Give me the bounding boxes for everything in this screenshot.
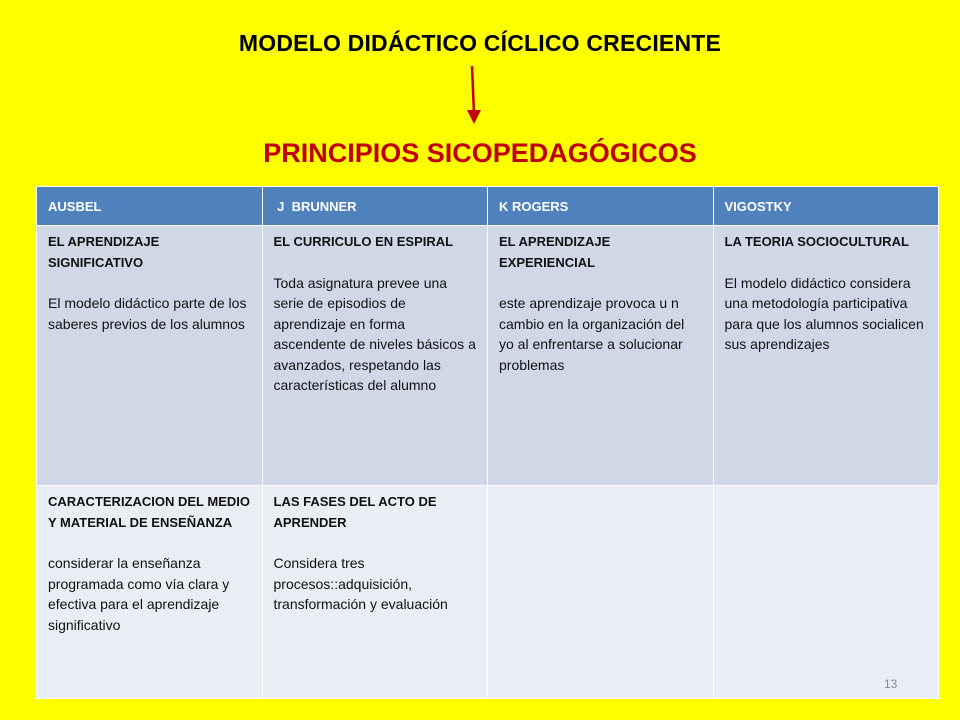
cell-body: El modelo didáctico considera una metodología participativa para que los alumnos socialicen sus aprendizajes <box>724 274 924 352</box>
header-rogers: K ROGERS <box>488 187 714 226</box>
table-cell <box>262 486 488 699</box>
cell-heading: LA TEORIA SOCIOCULTURAL <box>724 234 909 249</box>
header-vigostky: VIGOSTKY <box>713 187 939 226</box>
cell-heading: EL APRENDIZAJE SIGNIFICATIVO <box>48 234 160 270</box>
cell-heading: LAS FASES DEL ACTO DE APRENDER <box>273 494 437 530</box>
page-number: 13 <box>884 677 898 691</box>
slide-subtitle: PRINCIPIOS SICOPEDAGÓGICOS <box>263 138 697 168</box>
table-cell <box>37 226 263 486</box>
table-cell <box>262 226 488 486</box>
slide-title: MODELO DIDÁCTICO CÍCLICO CRECIENTE <box>238 30 722 56</box>
table-cell <box>488 226 714 486</box>
principles-table <box>36 186 939 699</box>
table-row <box>37 226 939 486</box>
header-ausbel: AUSBEL <box>37 187 263 226</box>
cell-heading: EL CURRICULO EN ESPIRAL <box>273 234 454 249</box>
cell-body: Considera tres procesos::adquisición, transformación y evaluación <box>273 555 448 612</box>
table-cell <box>37 486 263 699</box>
cell-body: considerar la enseñanza programada como vía clara y efectiva para el aprendizaje significativo <box>48 555 230 633</box>
cell-heading: CARACTERIZACION DEL MEDIO Y MATERIAL DE ENSEÑANZA <box>48 494 250 530</box>
cell-heading: EL APRENDIZAJE EXPERIENCIAL <box>499 234 611 270</box>
table-cell-empty <box>713 486 939 699</box>
table-cell <box>713 226 939 486</box>
cell-body: Toda asignatura prevee una serie de episodios de aprendizaje en forma ascendente de niveles básicos a avanzados, respetando las características del alumno <box>273 274 476 393</box>
header-brunner: J BRUNNER <box>262 187 488 226</box>
table-row <box>37 486 939 699</box>
cell-body: este aprendizaje provoca u n cambio en la organización del yo al enfrentarse a solucionar problemas <box>499 295 685 373</box>
table-cell-empty <box>488 486 714 699</box>
table-header-row <box>37 187 939 226</box>
down-arrow-icon <box>462 64 486 126</box>
cell-body: El modelo didáctico parte de los saberes previos de los alumnos <box>48 295 247 332</box>
